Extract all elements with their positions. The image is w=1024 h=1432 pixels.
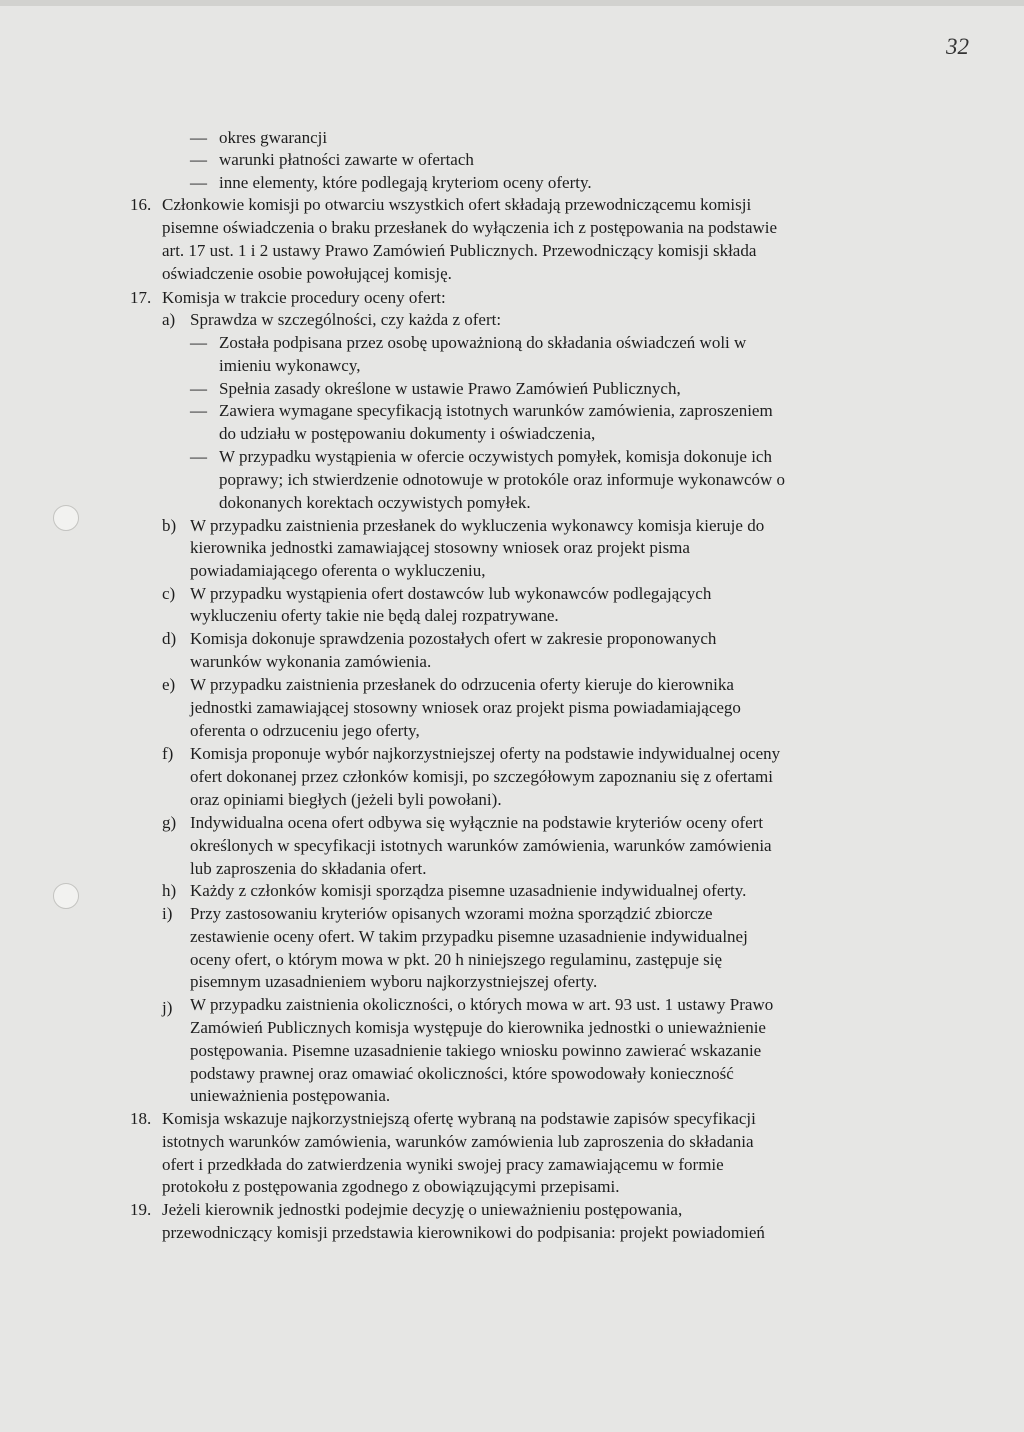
text-line: Spełnia zasady określone w ustawie Prawo Zamówień Publicznych,: [219, 379, 681, 398]
sub-item-marker: d): [162, 629, 177, 648]
text-line: kierownika jednostki zamawiającej stosowny wniosek oraz projekt pisma: [190, 538, 690, 557]
punch-hole: [53, 505, 79, 531]
text-line: art. 17 ust. 1 i 2 ustawy Prawo Zamówień Publicznych. Przewodniczący komisji składa: [162, 241, 757, 260]
punch-hole: [53, 883, 79, 909]
text-line: dokonanych korektach oczywistych pomyłek.: [219, 493, 531, 512]
text-line: W przypadku zaistnienia przesłanek do wykluczenia wykonawcy komisja kieruje do: [190, 516, 765, 535]
item-number: 19.: [130, 1200, 152, 1219]
text-line: pisemnym uzasadnieniem wyboru najkorzystniejszej oferty.: [190, 972, 598, 991]
sub-item-marker: b): [162, 516, 177, 535]
dash-marker: —: [190, 333, 207, 352]
sub-item-marker: f): [162, 744, 174, 763]
text-line: istotnych warunków zamówienia, warunków zamówienia lub zaproszenia do składania: [162, 1132, 754, 1151]
text-line: Indywidualna ocena ofert odbywa się wyłącznie na podstawie kryteriów oceny ofert: [190, 813, 764, 832]
text-line: inne elementy, które podlegają kryteriom oceny oferty.: [219, 173, 592, 192]
text-line: Komisja wskazuje najkorzystniejszą ofertę wybraną na podstawie zapisów specyfikacji: [162, 1109, 756, 1128]
dash-marker: —: [190, 401, 207, 420]
text-line: pisemne oświadczenia o braku przesłanek do wyłączenia ich z postępowania na podstawie: [162, 218, 778, 237]
text-line: Każdy z członków komisji sporządza pisemne uzasadnienie indywidualnej oferty.: [190, 881, 747, 900]
text-line: do udziału w postępowaniu dokumenty i oświadczenia,: [219, 424, 596, 443]
text-line: warunków wykonania zamówienia.: [190, 652, 432, 671]
text-line: wykluczeniu oferty takie nie będą dalej rozpatrywane.: [190, 606, 559, 625]
text-line: powiadamiającego oferenta o wykluczeniu,: [190, 561, 486, 580]
text-line: W przypadku wystąpienia ofert dostawców lub wykonawców podlegających: [190, 584, 712, 603]
item-number: 16.: [130, 195, 152, 214]
text-line: Komisja proponuje wybór najkorzystniejszej oferty na podstawie indywidualnej oceny: [190, 744, 781, 763]
text-line: Została podpisana przez osobę upoważnioną do składania oświadczeń woli w: [219, 333, 747, 352]
sub-item-marker: g): [162, 813, 177, 832]
sub-item-marker: i): [162, 904, 173, 923]
dash-marker: —: [190, 379, 207, 398]
text-line: W przypadku zaistnienia okoliczności, o których mowa w art. 93 ust. 1 ustawy Prawo: [190, 995, 774, 1014]
sub-item-marker: h): [162, 881, 177, 900]
text-line: Przy zastosowaniu kryteriów opisanych wzorami można sporządzić zbiorcze: [190, 904, 713, 923]
text-line: warunki płatności zawarte w ofertach: [219, 150, 474, 169]
text-line: imieniu wykonawcy,: [219, 356, 361, 375]
dash-marker: —: [190, 128, 207, 147]
text-line: podstawy prawnej oraz omawiać okoliczności, które spowodowały konieczność: [190, 1064, 734, 1083]
text-line: oferenta o odrzuceniu jego oferty,: [190, 721, 420, 740]
text-line: Członkowie komisji po otwarciu wszystkich ofert składają przewodniczącemu komisji: [162, 195, 752, 214]
text-line: Sprawdza w szczególności, czy każda z ofert:: [190, 310, 502, 329]
text-line: Komisja w trakcie procedury oceny ofert:: [162, 288, 446, 307]
text-line: protokołu z postępowania zgodnego z obowiązującymi przepisami.: [162, 1177, 620, 1196]
dash-marker: —: [190, 173, 207, 192]
sub-item-marker: c): [162, 584, 176, 603]
text-line: określonych w specyfikacji istotnych warunków zamówienia, warunków zamówienia: [190, 836, 772, 855]
item-number: 18.: [130, 1109, 152, 1128]
text-line: jednostki zamawiającej stosowny wniosek oraz projekt pisma powiadamiającego: [190, 698, 741, 717]
text-line: ofert dokonanej przez członków komisji, po szczegółowym zapoznaniu się z ofertami: [190, 767, 773, 786]
sub-item-marker: e): [162, 675, 176, 694]
page-number: 32: [946, 34, 969, 59]
text-line: lub zaproszenia do składania ofert.: [190, 859, 427, 878]
text-line: okres gwarancji: [219, 128, 328, 147]
text-line: Jeżeli kierownik jednostki podejmie decyzję o unieważnieniu postępowania,: [162, 1200, 683, 1219]
text-line: oświadczenie osobie powołującej komisję.: [162, 264, 452, 283]
text-line: Zawiera wymagane specyfikacją istotnych warunków zamówienia, zaproszeniem: [219, 401, 773, 420]
dash-marker: —: [190, 447, 207, 466]
text-line: poprawy; ich stwierdzenie odnotowuje w protokóle oraz informuje wykonawców o: [219, 470, 786, 489]
sub-item-marker: a): [162, 310, 176, 329]
text-line: unieważnienia postępowania.: [190, 1086, 391, 1105]
text-line: oraz opiniami biegłych (jeżeli byli powołani).: [190, 790, 502, 809]
text-line: postępowania. Pisemne uzasadnienie takiego wniosku powinno zawierać wskazanie: [190, 1041, 762, 1060]
text-line: zestawienie oceny ofert. W takim przypadku pisemne uzasadnienie indywidualnej: [190, 927, 748, 946]
dash-marker: —: [190, 150, 207, 169]
sub-item-marker: j): [162, 998, 173, 1017]
text-line: ofert i przedkłada do zatwierdzenia wyniki swojej pracy zamawiającemu w formie: [162, 1155, 724, 1174]
text-line: Komisja dokonuje sprawdzenia pozostałych ofert w zakresie proponowanych: [190, 629, 717, 648]
text-line: przewodniczący komisji przedstawia kierownikowi do podpisania: projekt powiadomień: [162, 1223, 765, 1242]
text-line: W przypadku zaistnienia przesłanek do odrzucenia oferty kieruje do kierownika: [190, 675, 734, 694]
text-line: Zamówień Publicznych komisja występuje do kierownika jednostki o unieważnienie: [190, 1018, 766, 1037]
text-line: oceny ofert, o którym mowa w pkt. 20 h niniejszego regulaminu, zastępuje się: [190, 950, 723, 969]
text-line: W przypadku wystąpienia w ofercie oczywistych pomyłek, komisja dokonuje ich: [219, 447, 772, 466]
item-number: 17.: [130, 288, 152, 307]
page-top-edge: [0, 0, 1024, 6]
